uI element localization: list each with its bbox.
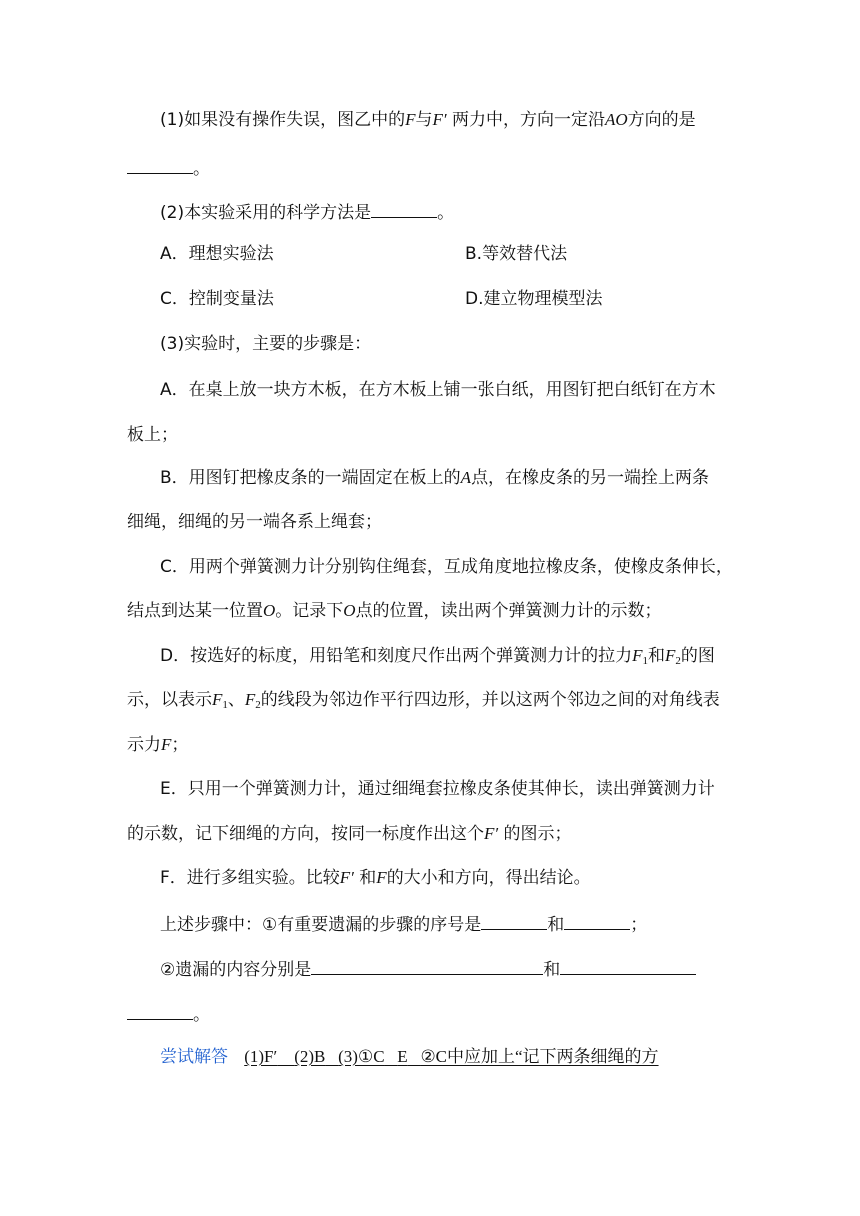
sub-question-text: ；	[630, 915, 648, 935]
period: 。	[437, 203, 455, 223]
step-d-text: 、	[227, 690, 245, 710]
step-d-line-1	[160, 645, 737, 667]
step-c-text: C．用两个弹簧测力计分别钩住绳套，互成角度地拉橡皮条，使橡皮条伸长，	[160, 557, 733, 577]
subscript-2: 2	[675, 655, 681, 667]
answer-blank[interactable]	[371, 200, 437, 218]
answer-blank[interactable]	[564, 912, 630, 930]
sub-question-text: 和	[543, 960, 561, 980]
option-d: D.建立物理模型法	[465, 289, 603, 309]
step-b-text: 细绳，细绳的另一端各系上绳套；	[127, 512, 382, 532]
option-b: B.等效替代法	[465, 244, 568, 264]
answer-label: 尝试解答	[160, 1047, 228, 1067]
sub-question-text: 和	[547, 915, 565, 935]
question-1-line-2	[127, 156, 737, 180]
step-d-text: D．按选好的标度，用铅笔和刻度尺作出两个弹簧测力计的拉力	[160, 646, 633, 666]
step-a-text: 板上；	[127, 425, 178, 445]
option-a: A．理想实验法	[160, 244, 274, 264]
step-b-text: B．用图钉把橡皮条的一端固定在板上的	[160, 468, 461, 488]
step-f-text: 的大小和方向，得出结论。	[386, 868, 591, 888]
question-1-line-1	[160, 109, 737, 131]
step-c-line-1	[160, 556, 737, 578]
answer-blank[interactable]	[127, 1002, 193, 1020]
step-d-text: 示力	[127, 735, 161, 755]
step-d-text: 的图	[680, 646, 715, 666]
question-2	[160, 200, 737, 224]
var-O: O	[343, 601, 356, 620]
sub-question-2	[160, 957, 737, 981]
step-c-text: 结点到达某一位置	[127, 601, 263, 621]
var-AO: AO	[605, 110, 628, 129]
var-F1: F	[212, 690, 223, 709]
var-F1: F	[632, 646, 643, 665]
option-row-1	[160, 243, 737, 265]
q1-text: 方向的是	[627, 110, 696, 130]
var-F-prime: F′	[339, 868, 354, 887]
var-A: A	[460, 468, 472, 487]
period: 。	[193, 159, 210, 179]
subscript-1: 1	[222, 699, 228, 711]
step-b-text: 点，在橡皮条的另一端拴上两条	[471, 468, 710, 488]
step-c-text: 。记录下	[275, 601, 344, 621]
step-b-line-1	[160, 467, 737, 489]
step-b-line-2	[127, 511, 737, 533]
option-c: C．控制变量法	[160, 289, 274, 309]
answer-line	[160, 1046, 737, 1068]
step-d-text: 示，以表示	[127, 690, 212, 710]
answer-part-1: (1)F′	[244, 1047, 278, 1066]
step-a-line-2	[127, 424, 737, 446]
sub-question-2-cont	[127, 1002, 737, 1026]
q2-text: (2)本实验采用的科学方法是	[160, 203, 372, 223]
step-f	[160, 867, 737, 889]
answer-blank[interactable]	[311, 957, 543, 975]
step-c-line-2	[127, 600, 737, 622]
var-F2: F	[664, 646, 676, 665]
answer-blank[interactable]	[127, 156, 193, 174]
option-row-2	[160, 288, 737, 310]
sub-question-1	[160, 912, 737, 936]
step-a-line-1	[160, 379, 737, 401]
q1-text: 两力中，方向一定沿	[452, 110, 605, 130]
step-e-text: 的示数，记下细绳的方向，按同一标度作出这个	[127, 824, 484, 844]
step-e-text: 的图示；	[503, 824, 572, 844]
subscript-1: 1	[642, 655, 648, 667]
step-c-text: 点的位置，读出两个弹簧测力计的示数；	[355, 601, 662, 621]
var-F-prime: F′	[432, 110, 447, 129]
answer-blank[interactable]	[560, 957, 696, 975]
step-e-line-1	[160, 778, 737, 800]
step-f-text: F．进行多组实验。比较	[160, 868, 340, 888]
answer-part-2: (2)B	[294, 1047, 326, 1066]
answer-part-4: E	[397, 1047, 408, 1066]
step-d-text: 和	[647, 646, 665, 666]
sub-question-text: 上述步骤中：①有重要遗漏的步骤的序号是	[160, 915, 482, 935]
var-O: O	[263, 601, 276, 620]
var-F-prime: F′	[484, 824, 499, 843]
answer-part-5: ②C中应加上“记下两条细绳的方	[420, 1047, 659, 1066]
q1-text: 与	[415, 110, 433, 130]
step-f-text: 和	[359, 868, 377, 888]
var-F: F	[161, 735, 172, 754]
sub-question-text: ②遗漏的内容分别是	[160, 960, 312, 980]
subscript-2: 2	[255, 699, 261, 711]
step-d-text: ；	[171, 735, 189, 755]
var-F: F	[405, 110, 416, 129]
step-e-text: E．只用一个弹簧测力计，通过细绳套拉橡皮条使其伸长，读出弹簧测力计	[160, 779, 715, 799]
step-e-line-2	[127, 823, 737, 845]
q3-intro-text: (3)实验时，主要的步骤是：	[160, 334, 372, 354]
q1-text: (1)如果没有操作失误，图乙中的	[160, 110, 406, 130]
step-d-text: 的线段为邻边作平行四边形，并以这两个邻边之间的对角线表	[260, 690, 720, 710]
question-3-intro	[160, 333, 737, 355]
var-F: F	[376, 868, 387, 887]
step-d-line-3	[127, 734, 737, 756]
period: 。	[193, 1005, 210, 1025]
answer-blank[interactable]	[481, 912, 547, 930]
answer-part-3: (3)①C	[338, 1047, 385, 1066]
step-d-line-2	[127, 689, 737, 711]
var-F2: F	[244, 690, 256, 709]
step-a-text: A．在桌上放一块方木板，在方木板上铺一张白纸，用图钉把白纸钉在方木	[160, 380, 716, 400]
